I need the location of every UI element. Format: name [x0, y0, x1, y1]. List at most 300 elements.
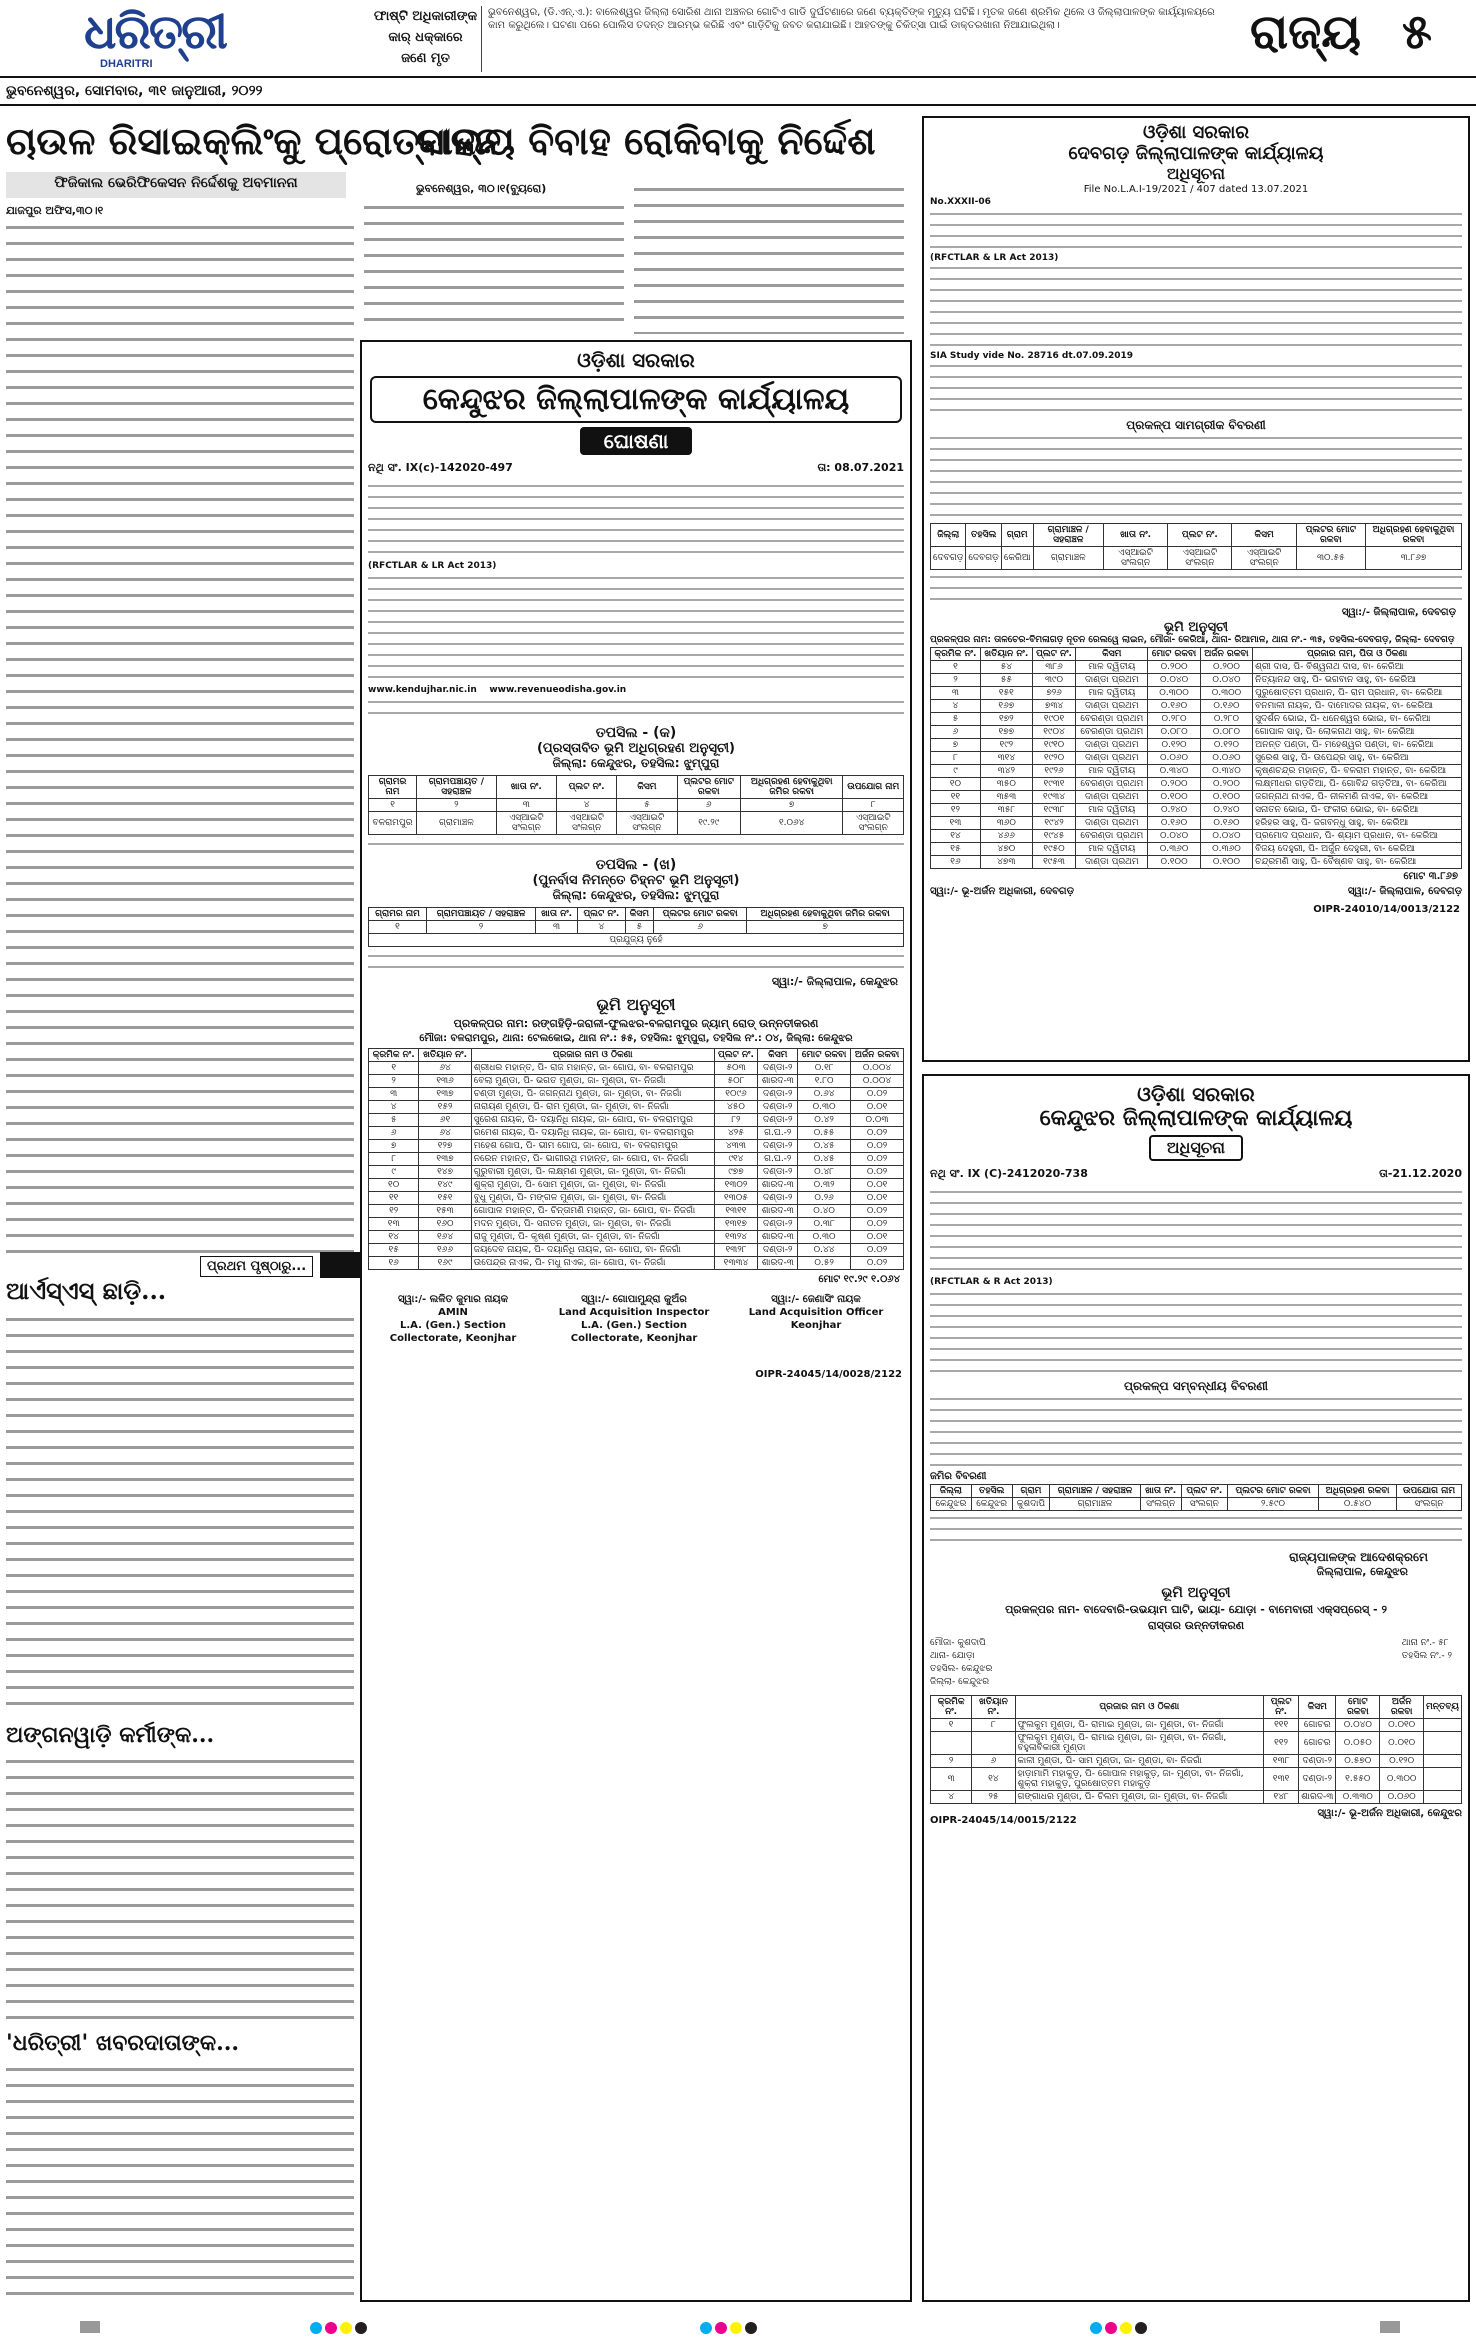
table-row [931, 752, 1462, 765]
registration-dot [1135, 2322, 1147, 2334]
table-cell: ୭ [931, 739, 981, 752]
table-cell: ୮୨ [714, 1114, 758, 1127]
table-cell: ଗୋଚର [1299, 1732, 1336, 1755]
table-cell: ୦.୪୨ [798, 1114, 851, 1127]
notice-website-1[interactable]: www.kendujhar.nic.in [368, 685, 477, 695]
table-cell: ୦.୧୦୦ [1200, 791, 1252, 804]
keonjhar-declaration-notice [360, 340, 912, 2302]
table-cell: ବେରଣ୍ଡା ପ୍ରଥମ [1076, 713, 1148, 726]
keonjhar2-authority-1: ରାଜ୍ୟପାଳଙ୍କ ଆଦେଶକ୍ରମେ [1289, 1550, 1428, 1564]
rss-headline: ଆର୍ଏସ୍ଏସ୍ ଛାଡ଼ି... [6, 1276, 167, 1305]
table-cell: ୧୯୩୧ [1032, 778, 1075, 791]
teaser-headline-line-1: ଫାଷ୍ଟି ଅଧିକାରୀଙ୍କ [373, 9, 478, 24]
deogarh-oipr-code: OIPR-24010/14/0013/2122 [1313, 904, 1460, 915]
teaser-box [370, 6, 1230, 72]
table-row [931, 739, 1462, 752]
table-cell: ହାଡ଼ାମାମି ମହାକୁଡ଼, ପି- ଗୋପାଳ ମହାକୁଡ଼, ଜା- ମୁଣ୍ଡା, ବା- ନିଜଗାଁ, ଶୁକ୍ରା ମହାକୁଡ଼, ପୁରଷୋତ୍ତମ ମହାକୁଡ଼ [1015, 1768, 1263, 1791]
table-cell: ୬ [369, 1127, 419, 1140]
newspaper-logo: ଧରିତ୍ରୀ [84, 4, 226, 60]
table-cell: କାଳୀ ମୁଣ୍ଡା, ପି- ସାମ ମୁଣ୍ଡା, ଜା- ମୁଣ୍ଡା, ବା- ନିଜଗାଁ [1015, 1755, 1263, 1768]
table-cell: ୧୩୧ [1264, 1768, 1299, 1791]
schedule-a-header: ଗ୍ରାମର ନାମ [369, 776, 417, 799]
table-cell: ୩୫୦ [980, 778, 1032, 791]
notice-body-para-3 [368, 697, 904, 719]
table-cell: ୦.୩୦ [798, 1101, 851, 1114]
deogarh-sig-left: ସ୍ୱା:/- ଭୂ-ଅର୍ଜନ ଅଧିକାରୀ, ଦେବଗଡ଼ [930, 886, 1074, 897]
table-cell: ୦.୨୦୦ [1200, 661, 1252, 674]
table-cell [1424, 1791, 1462, 1804]
table-cell: ଦାଣ୍ଡା ପ୍ରଥମ [1076, 791, 1148, 804]
table-cell: ୧୯୫୦ [1032, 843, 1075, 856]
table-cell: ୭୩୪ [1032, 700, 1075, 713]
table-cell [972, 1732, 1015, 1755]
table-cell: ଗ.ଘ.-୨ [758, 1153, 798, 1166]
table-cell: ୦.୦୫୦ [1336, 1732, 1380, 1755]
table-cell: ୧୨ [931, 804, 981, 817]
table-cell: ବନମାଳୀ ନାୟକ, ପି- ଦାମୋଦର ନାୟକ, ବା- କେରିଆ [1253, 700, 1462, 713]
keonjhar2-summary-table [930, 1484, 1462, 1511]
rice-article-dateline: ଯାଜପୁର ଅଫିସ,୩୦।୧ [6, 204, 104, 217]
table-row [931, 726, 1462, 739]
table-cell: ୧୩୬ [419, 1075, 471, 1088]
deogarh-land-total: ମୋଟ ୩.୮୬୭ [1403, 871, 1458, 882]
table-cell: ୩୯୦ [1032, 674, 1075, 687]
table-row [369, 1166, 904, 1179]
table-cell: ପ୍ରମୋଦ ପ୍ରଧାନ, ପି- ଶ୍ୟାମ ପ୍ରଧାନ, ବା- କେରିଆ [1253, 830, 1462, 843]
notice-oipr-code: OIPR-24045/14/0028/2122 [755, 1369, 902, 1380]
schedule-a-header: ଖାତା ନଂ. [496, 776, 556, 799]
table-cell: ୧୩୨୪ [714, 1231, 758, 1244]
table-cell: ବିଜୟ ଦେହୁରୀ, ପି- ଅର୍ଜୁନ ଦେହୁରୀ, ବା- କେରିଆ [1253, 843, 1462, 856]
table-row [931, 687, 1462, 700]
deogarh-ref-2: No.XXXII-06 [930, 197, 991, 207]
table-cell: ୦.୨୬ [798, 1192, 851, 1205]
table-cell: ୧୫୧ [980, 687, 1032, 700]
table-cell: ୧୬୦ [419, 1218, 471, 1231]
table-cell: ୩୫୮ [980, 804, 1032, 817]
table-cell: ୧୧୨ [1264, 1732, 1299, 1755]
table-cell: ୦.୨୮୦ [1148, 713, 1200, 726]
keonjhar2-body-para-2 [930, 1289, 1462, 1377]
table-cell: ୧୬୯ [419, 1257, 471, 1270]
notice-website-2[interactable]: www.revenueodisha.gov.in [489, 685, 627, 695]
keonjhar2-gov-name: ଓଡ଼ିଶା ସରକାର [1137, 1082, 1255, 1106]
table-row [369, 1153, 904, 1166]
signature-amin: ସ୍ୱା:/- ଲଳିତ କୁମାର ନାୟକ AMIN L.A. (Gen.) Section Collectorate, Keonjhar [389, 1294, 517, 1344]
anganwadi-article-body [6, 1754, 354, 2019]
table-cell: ୦.୦୪୦ [1200, 830, 1252, 843]
table-cell: ୨ [369, 1075, 419, 1088]
table-cell: ଶାରଦ-୩ [758, 1257, 798, 1270]
deogarh-sig-right: ସ୍ୱା:/- ଜିଲ୍ଲାପାଳ, ଦେବଗଡ଼ [1347, 886, 1462, 897]
table-cell [1424, 1755, 1462, 1768]
table-row [931, 1755, 1462, 1768]
deogarh-sia-ref: SIA Study vide No. 28716 dt.07.09.2019 [930, 351, 1134, 361]
table-row [931, 778, 1462, 791]
teaser-headline-line-2: କାର୍ ଧକ୍କାରେ [388, 30, 463, 45]
grey-bar-mark [80, 2321, 100, 2333]
registration-dot [355, 2322, 367, 2334]
table-cell: ୫୫ [980, 674, 1032, 687]
table-row [369, 1101, 904, 1114]
table-cell: ୦.୦୪୦ [1148, 674, 1200, 687]
table-cell: ୦.୧୦୦ [1148, 791, 1200, 804]
keonjhar2-land-header-row: କ୍ରମିକ ନଂ. ଖତିୟାନ ନଂ. ପ୍ରଜାର ନାମ ଓ ଠିକଣା ପ୍ଲଟ ନଂ. କିସମ ମୋଟ ରକବା ଅର୍ଜନ ରକବା ମନ୍ତବ୍ୟ [931, 1696, 1462, 1719]
table-cell: ୭ [369, 1140, 419, 1153]
table-cell: ୮ [972, 1719, 1015, 1732]
table-cell: ୧୫ [931, 843, 981, 856]
table-cell: ୦.୧୬୦ [1148, 817, 1200, 830]
table-cell: ୦.୦୪୦ [1336, 1719, 1380, 1732]
table-cell: ୦.୩୦୦ [1380, 1768, 1424, 1791]
table-cell: ମାଳ ଦ୍ୱିତୀୟ [1076, 765, 1148, 778]
schedule-b-data-row: ପ୍ରଯୁଜ୍ୟ ନୁହେଁ [369, 934, 904, 947]
table-cell: ୦.୦୨ [851, 1166, 904, 1179]
table-cell: ନାରାୟଣ ମୁଣ୍ଡା, ପି- ରାମ ମୁଣ୍ଡା, ଜା- ମୁଣ୍ଡା, ବା- ନିଜଗାଁ [471, 1101, 714, 1114]
table-cell: ୦.୧୨୦ [1200, 739, 1252, 752]
table-cell: ୯୭୭ [714, 1166, 758, 1179]
keonjhar2-land-title: ଭୂମି ଅନୁସୂଚୀ [1161, 1585, 1231, 1601]
teaser-headline-line-3: ଜଣେ ମୃତ [401, 51, 450, 66]
table-cell: ଗୁରୁବାରୀ ମୁଣ୍ଡା, ପି- ଲକ୍ଷ୍ମଣ ମୁଣ୍ଡା, ଜା- ମୁଣ୍ଡା, ବା- ନିଜଗାଁ [471, 1166, 714, 1179]
table-cell: ୦.୦୨ [851, 1088, 904, 1101]
deogarh-authority: ସ୍ୱା:/- ଜିଲ୍ଲାପାଳ, ଦେବଗଡ଼ [1341, 607, 1456, 618]
table-cell: ୩ [369, 1088, 419, 1101]
table-row [931, 1768, 1462, 1791]
table-cell: ମାଳ ଦ୍ୱିତୀୟ [1076, 804, 1148, 817]
land-schedule-header-row: କ୍ରମିକ ନଂ. ଖତିୟାନ ନଂ. ପ୍ରଜାର ନାମ ଓ ଠିକଣା ପ୍ଲଟ ନଂ. କିସମ ମୋଟ ରକବା ଅର୍ଜନ ରକବା [369, 1049, 904, 1062]
notice-type-badge: ଘୋଷଣା [580, 427, 693, 455]
table-cell: ମାଳ ଦ୍ୱିତୀୟ [1076, 661, 1148, 674]
table-cell: ୪୭୦ [980, 843, 1032, 856]
table-cell [1424, 1768, 1462, 1791]
table-cell: ୦.୫୫ [798, 1127, 851, 1140]
table-cell: ଦାଣ୍ଡା ପ୍ରଥମ [1076, 817, 1148, 830]
table-row [931, 1719, 1462, 1732]
table-cell: ୧.୫୫୦ [1336, 1768, 1380, 1791]
table-row [369, 1231, 904, 1244]
registration-dot [310, 2322, 322, 2334]
table-cell: ୧୯୫୩ [1032, 856, 1075, 869]
table-cell: ଶୁକ୍ରା ମୁଣ୍ଡା, ପି- ସୋମ ମୁଣ୍ଡା, ଜା- ମୁଣ୍ଡା, ବା- ନିଜଗାଁ [471, 1179, 714, 1192]
notice-body-para-2 [368, 573, 904, 683]
table-cell: ୦.୬୪ [798, 1088, 851, 1101]
table-row [369, 1062, 904, 1075]
table-cell: ବେରଣ୍ଡା ପ୍ରଥମ [1076, 726, 1148, 739]
table-cell: ଶାରଦ-୩ [758, 1075, 798, 1088]
table-cell: ଶାରଦ-୩ [1299, 1791, 1336, 1804]
registration-dot [1105, 2322, 1117, 2334]
keonjhar2-body-para-3 [930, 1513, 1462, 1546]
table-cell: ଗ.ଘ.-୨ [758, 1127, 798, 1140]
schedule-a-number-row: ୧ ୨ ୩ ୪ ୫ ୬ ୭ ୮ [369, 799, 904, 812]
schedule-b-title: ତପସିଲ - (ଖ) [595, 857, 677, 873]
deogarh-land-project: ପ୍ରକଳ୍ପର ନାମ: ତାଳଚେର-ବିମଳାଗଡ଼ ନୂତନ ରେଲୱେ ଲାଇନ, ମୌଜା- କେରିଆ, ଥାନା- ରିଆମାଳ, ଥାନା ନଂ.- ୩୫, ତହସିଲ-ଦେବଗଡ଼, ଜିଲ୍ଲା- ଦେବଗଡ଼ [930, 635, 1455, 645]
table-cell: ୦.୦୧ [851, 1179, 904, 1192]
table-cell: ୦.୦୮୦ [1148, 726, 1200, 739]
table-cell: ୦.୩୩୦ [1336, 1791, 1380, 1804]
table-cell: ୨ [931, 1755, 972, 1768]
table-cell: ଦାଣ୍ଡା ପ୍ରଥମ [1076, 700, 1148, 713]
teaser-body-text: ଭୁବନେଶ୍ୱର, (ଡି.ଏନ୍.ଏ.): ବାଲେଶ୍ୱର ଜିଲ୍ଲା ସୋରିଶ ଥାନା ଅଞ୍ଚଳର ଗୋଟିଏ ଗାଡି ଦୁର୍ଘଟଣାରେ ଜଣେ ବ୍ୟକ୍ତିଙ୍କ ମୃତ୍ୟୁ ଘଟିଛି। ମୃତକ ଜଣେ ଶ୍ରମିକ ଥିଲେ ଓ ଜିଲ୍ଲାପାଳଙ୍କ କାର୍ୟ୍ୟାଳୟରେ କାମ କରୁଥିଲେ। ଘଟଣା ପରେ ପୋଲିସ ତଦନ୍ତ ଆରମ୍ଭ କରିଛି ଏବଂ ଗାଡ଼ିଟିକୁ ଜବତ କରାଯାଇଛି। ଆହତଙ୍କୁ ଚିକିତ୍ସା ପାଇଁ ଡାକ୍ତରଖାନା ନିଆଯାଇଥିଲା। [488, 7, 1215, 31]
table-cell: ଦାଣ୍ଡା ପ୍ରଥମ [1076, 752, 1148, 765]
table-row [931, 791, 1462, 804]
table-cell: ୦.୪୪ [798, 1244, 851, 1257]
table-cell: ୧.୮୦ [798, 1075, 851, 1088]
table-cell [1424, 1732, 1462, 1755]
keonjhar2-location-right: ଥାନା ନଂ.- ୫୮ ତହସିଲ ନଂ.- ୨ [1401, 1638, 1452, 1661]
table-cell: ୧୦ [931, 778, 981, 791]
registration-dot [340, 2322, 352, 2334]
table-cell: ଉପେନ୍ଦ୍ର ନାଏକ, ପି- ମଧୁ ନାଏକ, ଜା- ଗୋପ, ବା- ନିଜଗାଁ [471, 1257, 714, 1270]
table-cell: ସୁରେଶ ନାୟକ, ପି- ଦୟାନିଧି ନାୟକ, ଜା- ଗୋପ, ବା- ବଳରାମପୁର [471, 1114, 714, 1127]
table-cell: ୧୬ [369, 1257, 419, 1270]
schedule-a-table [368, 775, 904, 835]
deogarh-notice-type: ଅଧିସୂଚନା [1166, 164, 1226, 183]
table-cell: ୪୨୫ [714, 1127, 758, 1140]
table-cell: ୧ [931, 661, 981, 674]
table-cell: ୦.୪୮ [798, 1166, 851, 1179]
table-row [369, 1179, 904, 1192]
rice-subhead: ଫିଜିକାଲ ଭେରିଫିକେସନ ନିର୍ଦ୍ଦେଶକୁ ଅବମାନନା [54, 175, 298, 191]
schedule-a-header: କିସମ [617, 776, 677, 799]
table-cell: ୧୯୧୦ [1032, 739, 1075, 752]
table-cell: ୧୯୦୧ [1032, 713, 1075, 726]
table-cell: ୦.୪୫ [798, 1140, 851, 1153]
registration-dot [1120, 2322, 1132, 2334]
table-row [369, 1088, 904, 1101]
table-cell: ୦.୦୧ [851, 1101, 904, 1114]
table-cell: ୦.୨୮୦ [1200, 713, 1252, 726]
deogarh-office-name: ଦେବଗଡ଼ ଜିଲ୍ଲାପାଳଙ୍କ କାର୍ଯ୍ୟାଳୟ [1068, 143, 1324, 164]
land-schedule-total: ମୋଟ ୧୯.୨୯ ୧.୦୬୪ [818, 1274, 900, 1285]
table-cell: ୫୦୩ [714, 1062, 758, 1075]
table-cell: ଗୋପାଳ ମହାନ୍ତ, ପି- ଚିନ୍ତାମଣି ମହାନ୍ତ, ଜା- ଗୋପ, ବା- ନିଜଗାଁ [471, 1205, 714, 1218]
table-cell: ୦.୨୦୦ [1148, 778, 1200, 791]
keonjhar2-office-name: କେନ୍ଦୁଝର ଜିଲ୍ଲାପାଳଙ୍କ କାର୍ଯ୍ୟାଳୟ [1039, 1106, 1353, 1131]
table-cell: ୪ [931, 700, 981, 713]
table-cell: ୩୬୦ [980, 817, 1032, 830]
table-cell: ୨୫ [972, 1791, 1015, 1804]
table-cell [1424, 1719, 1462, 1732]
table-cell: ୦.୧୨୦ [1148, 739, 1200, 752]
table-cell: ୦.୩୮ [798, 1218, 851, 1231]
table-cell: ୧୯୨ [980, 739, 1032, 752]
table-cell: ୦.୨୦୦ [1200, 778, 1252, 791]
table-cell: ୧ [369, 1062, 419, 1075]
keonjhar2-land-project-2: ରାସ୍ତାର ଉନ୍ନତୀକରଣ [1147, 1619, 1245, 1632]
notice-date: ତା: 08.07.2021 [817, 461, 904, 474]
registration-dot [700, 2322, 712, 2334]
table-cell: ୩୫୩ [980, 791, 1032, 804]
table-cell: ୦.୩୦ [798, 1231, 851, 1244]
table-cell: ୧୯୪୫ [1032, 830, 1075, 843]
print-registration-marks [80, 2319, 1400, 2335]
table-cell: ୦.୦୩ [851, 1114, 904, 1127]
registration-dot [325, 2322, 337, 2334]
table-cell: ୬ [972, 1755, 1015, 1768]
keonjhar2-date: ତା-21.12.2020 [1379, 1167, 1462, 1180]
table-cell: ଜୟଦେବ ନାୟକ, ପି- ଦୟାନିଧି ନାୟକ, ଜା- ଗୋପ, ବା- ନିଜଗାଁ [471, 1244, 714, 1257]
table-row [931, 661, 1462, 674]
deogarh-body-para-4 [930, 572, 1462, 605]
table-cell: ୧୩ [931, 817, 981, 830]
rice-recycling-headline: ଚାଉଳ ରିସାଇକ୍ଲିଂକୁ ପ୍ରୋତ୍ସାହନ [6, 118, 502, 163]
table-cell: ୦.୦୬୦ [1380, 1791, 1424, 1804]
notice-body-para-1 [368, 481, 904, 559]
table-cell: ଦଣ୍ଡା-୨ [1299, 1755, 1336, 1768]
child-marriage-body-col1 [364, 200, 624, 334]
table-cell: ୦.୪୫ [798, 1153, 851, 1166]
table-cell: ଦଣ୍ଡା-୨ [1299, 1768, 1336, 1791]
table-cell: ୦.୦୪୦ [1148, 830, 1200, 843]
land-schedule-project: ପ୍ରକଳ୍ପର ନାମ: ରଙ୍ଗହିଡ଼ି-ଜରାଳୀ-ଫୁଲଝର-ବଳରାମପୁର ଜ୍ୟାମ୍ ରୋଡ୍ ଉନ୍ନତୀକରଣ [453, 1017, 819, 1030]
masthead [0, 0, 1476, 78]
table-cell: ୪୬୬ [980, 830, 1032, 843]
teaser-headline [370, 6, 482, 72]
table-cell: ଦଣ୍ଡା-୨ [758, 1101, 798, 1114]
table-row [369, 1140, 904, 1153]
table-cell: ୧୨୭ [419, 1140, 471, 1153]
table-cell: ୧୩୮ [1264, 1755, 1299, 1768]
table-cell: ୦.୦୨ [851, 1257, 904, 1270]
table-cell: ଶାରଦ-୩ [758, 1231, 798, 1244]
table-cell: ୦.୦୧ [851, 1231, 904, 1244]
land-schedule-location: ମୌଜା: ବଳରାମପୁର, ଥାନା: ଟେଲକୋଇ, ଥାନା ନଂ.: ୫୫, ତହସିଲ: ଝୁମ୍ପୁରା, ତହସିଲ ନଂ.: ୦୪, ଜିଲ୍ଲା: କେନ୍ଦୁଝର [419, 1033, 853, 1044]
table-cell: ୦.୦୦୪ [851, 1062, 904, 1075]
keonjhar-notification [922, 1074, 1470, 2302]
table-cell: ୦.୩୪୦ [1200, 765, 1252, 778]
dateline-bar [0, 80, 1476, 106]
keonjhar2-notice-type: ଅଧିସୂଚନା [1149, 1135, 1243, 1161]
table-cell: ବେରଣ୍ଡା ପ୍ରଥମ [1076, 830, 1148, 843]
color-dots-left [310, 2319, 370, 2338]
deogarh-summary-data-row: ଦେବଗଡ଼ ଦେବଗଡ଼ କେରିଆ ଗ୍ରାମାଞ୍ଚଳ ଏସ୍ଆଇଟି ସଂଲଗ୍ନ ଏସ୍ଆଇଟି ସଂଲଗ୍ନ ଏସ୍ଆଇଟି ସଂଲଗ୍ନ ୩୦.୫୫ ୩.୮୬୭ [931, 547, 1462, 570]
table-cell: ସନାତନ ଭୋଇ, ପି- ଫକୀର ଭୋଇ, ବା- କେରିଆ [1253, 804, 1462, 817]
table-cell: ୧୧ [369, 1192, 419, 1205]
table-cell: ୦.୧୮ [798, 1062, 851, 1075]
table-cell: ଶ୍ରୀଧର ମହାନ୍ତ, ପି- ରାଜ ମହାନ୍ତ, ଜା- ଗୋପ, ବା- ବଳରାମପୁର [471, 1062, 714, 1075]
table-cell: ୧୬୪ [419, 1231, 471, 1244]
table-row [931, 713, 1462, 726]
grey-bar-mark [1380, 2321, 1400, 2333]
deogarh-summary-list [930, 433, 1462, 521]
table-cell: ରମେଶ ନାୟକ, ପି- ଦୟାନିଧି ନାୟକ, ଜା- ଗୋପ, ବା- ବଳରାମପୁର [471, 1127, 714, 1140]
table-cell: ୦.୪୦ [798, 1205, 851, 1218]
table-cell: ୧୯୨୦ [1032, 752, 1075, 765]
table-cell: ଫୁଲକୁମ ମୁଣ୍ଡା, ପି- ରାମାଇ ମୁଣ୍ଡା, ଜା- ମୁଣ୍ଡା, ବା- ନିଜଗାଁ [1015, 1719, 1263, 1732]
table-cell: ୦.୦୨ [851, 1127, 904, 1140]
schedule-b-location: ଜିଲ୍ଲା: କେନ୍ଦୁଝର, ତହସିଲ: ଝୁମ୍ପୁରା [552, 888, 720, 902]
table-cell: ଦାଣ୍ଡା ପ୍ରଥମ [1076, 739, 1148, 752]
deogarh-file-ref: File No.L.A.I-19/2021 / 407 dated 13.07.2021 [1083, 184, 1309, 195]
schedule-b-note [368, 951, 904, 973]
table-cell: ୩୮୬ [1032, 661, 1075, 674]
table-cell: ୧୯୪୨ [1032, 817, 1075, 830]
deogarh-land-title: ଭୂମି ଅନୁସୂଚୀ [1163, 620, 1229, 635]
rice-subhead-box [6, 172, 346, 198]
keonjhar2-summary-title: ପ୍ରକଳ୍ପ ସମ୍ବନ୍ଧୀୟ ବିବରଣୀ [1124, 1379, 1268, 1393]
table-row [931, 804, 1462, 817]
table-cell: ୦.୦୬୦ [1200, 752, 1252, 765]
table-cell: ୦.୩୬୦ [1200, 843, 1252, 856]
schedule-a-title: ତପସିଲ - (କ) [595, 725, 677, 741]
keonjhar2-act-ref: (RFCTLAR & R Act 2013) [930, 1277, 1053, 1287]
table-cell: ୧୬୭ [980, 700, 1032, 713]
keonjhar2-summary-header-row: ଜିଲ୍ଲା ତହସିଲ ଗ୍ରାମ ଗ୍ରାମାଞ୍ଚଳ / ସହରାଞ୍ଚଳ ଖାତା ନଂ. ପ୍ଲଟ ନଂ. ପ୍ଲଟର ମୋଟ ରକବା ଅଧିଗ୍ରହଣ ରକବା ଉପଯୋଗ ନାମ [931, 1485, 1462, 1498]
table-cell: ୦.୦୨ [851, 1140, 904, 1153]
schedule-a-subtitle: (ପ୍ରସ୍ତାବିତ ଭୂମି ଅଧିଗ୍ରହଣ ଅନୁସୂଚୀ) [536, 741, 735, 756]
table-cell: ୩୧୪ [980, 752, 1032, 765]
table-cell [931, 1732, 972, 1755]
table-cell: ୯୧୪ [714, 1153, 758, 1166]
table-cell: ୨ [931, 674, 981, 687]
table-row [931, 1732, 1462, 1755]
notice-authority-signature: ସ୍ୱା:/- ଜିଲ୍ଲାପାଳ, କେନ୍ଦୁଝର [771, 975, 898, 988]
keonjhar2-signature: ସ୍ୱା:/- ଭୂ-ଅର୍ଜନ ଅଧିକାରୀ, କେନ୍ଦୁଝର [1317, 1808, 1462, 1819]
table-row [369, 1218, 904, 1231]
dharitri-reporters-headline: 'ଧରିତ୍ରୀ' ଖବରଦାତାଙ୍କ... [6, 2030, 240, 2056]
schedule-a-header-row [369, 776, 904, 799]
table-cell: ଜଗନ୍ନାଥ ନାଏକ, ପି- ନୀଳମଣି ନାଏକ, ବା- କେରିଆ [1253, 791, 1462, 804]
table-row [931, 674, 1462, 687]
registration-dot [1090, 2322, 1102, 2334]
table-cell: ୩ [931, 687, 981, 700]
deogarh-body-para-1 [930, 209, 1462, 253]
table-row [369, 1257, 904, 1270]
schedule-b-header-row: ଗ୍ରାମର ନାମ ଗ୍ରାମପଞ୍ଚାୟତ / ସହରାଞ୍ଚଳ ଖାତା ନଂ. ପ୍ଲଟ ନଂ. କିସମ ପ୍ଲଟର ମୋଟ ରକବା ଅଧିଗ୍ରହଣ ହେବାକୁଥିବା ଜମିର ରକବା [369, 908, 904, 921]
table-cell: ୧୩୧୧ [714, 1205, 758, 1218]
table-cell: ୦.୫୭୦ [1336, 1755, 1380, 1768]
deogarh-summary-table [930, 523, 1462, 570]
table-cell: ୪୭୩ [980, 856, 1032, 869]
rice-article-body [6, 220, 354, 1255]
continuation-tag [320, 1252, 362, 1278]
table-cell: ୧୫ [369, 1244, 419, 1257]
table-cell: ୧୨ [369, 1205, 419, 1218]
schedule-a-header: ପ୍ଲଟର ମୋଟ ରକବା [677, 776, 740, 799]
table-cell: ୧୯୩୮ [1032, 804, 1075, 817]
deogarh-land-table [930, 647, 1462, 869]
table-cell: ୫ [931, 713, 981, 726]
table-cell: ୦.୦୨ [851, 1218, 904, 1231]
table-cell: ୧୬ [931, 856, 981, 869]
table-cell: ୧୦ [369, 1179, 419, 1192]
table-cell: ୯ [931, 765, 981, 778]
table-row [369, 1127, 904, 1140]
table-cell: ୧୯୦୪ [1032, 726, 1075, 739]
keonjhar2-body-para-1 [930, 1187, 1462, 1275]
table-cell: ଦଣ୍ଡା-୨ [758, 1088, 798, 1101]
table-cell: ୦.୨୪୦ [1200, 804, 1252, 817]
table-cell: ୦.୦୧୦ [1380, 1732, 1424, 1755]
keonjhar2-summary-data-row: କେନ୍ଦୁଝର କେନ୍ଦୁଝର କୁଶଦାପି ଗ୍ରାମାଞ୍ଚଳ ସଂଲଗ୍ନ ସଂଲଗ୍ନ ୨.୫୯୦ ୦.୫୪୦ ସଂଲଗ୍ନ [931, 1498, 1462, 1511]
schedule-b-subtitle: (ପୁନର୍ବାସ ନିମନ୍ତେ ଚିହ୍ନଟ ଭୂମି ଅନୁସୂଚୀ) [532, 873, 740, 888]
table-cell: ଚଣ୍ଡୀ ମୁଣ୍ଡା, ପି- ଜଗନ୍ନାଥ ମୁଣ୍ଡା, ଜା- ମୁଣ୍ଡା, ବା- ନିଜଗାଁ [471, 1088, 714, 1101]
deogarh-land-header-row: କ୍ରମିକ ନଂ. ଖତିୟାନ ନଂ. ପ୍ଲଟ ନଂ. କିସମ ମୋଟ ରକବା ଅର୍ଜନ ରକବା ପ୍ରଜାର ନାମ, ପିତା ଓ ଠିକଣା [931, 648, 1462, 661]
keonjhar2-land-table [930, 1695, 1462, 1804]
table-cell: ଗୋଚର [1299, 1719, 1336, 1732]
table-cell: ବେଲା ମୁଣ୍ଡା, ପି- ଭଗତ ମୁଣ୍ଡା, ଜା- ମୁଣ୍ଡା, ବା- ନିଜଗାଁ [471, 1075, 714, 1088]
table-cell: ୦.୦୧୦ [1380, 1719, 1424, 1732]
page-number: ୫ [1402, 4, 1432, 60]
schedule-a-note [368, 839, 904, 851]
table-cell: ଦଣ୍ଡା-୨ [758, 1192, 798, 1205]
deogarh-body-para-3 [930, 361, 1462, 416]
table-cell: ୧୫୨ [419, 1101, 471, 1114]
notice-reference: ନଥି ସଂ. IX(c)-142020-497 [368, 461, 513, 474]
table-cell: ୧୩ [369, 1218, 419, 1231]
